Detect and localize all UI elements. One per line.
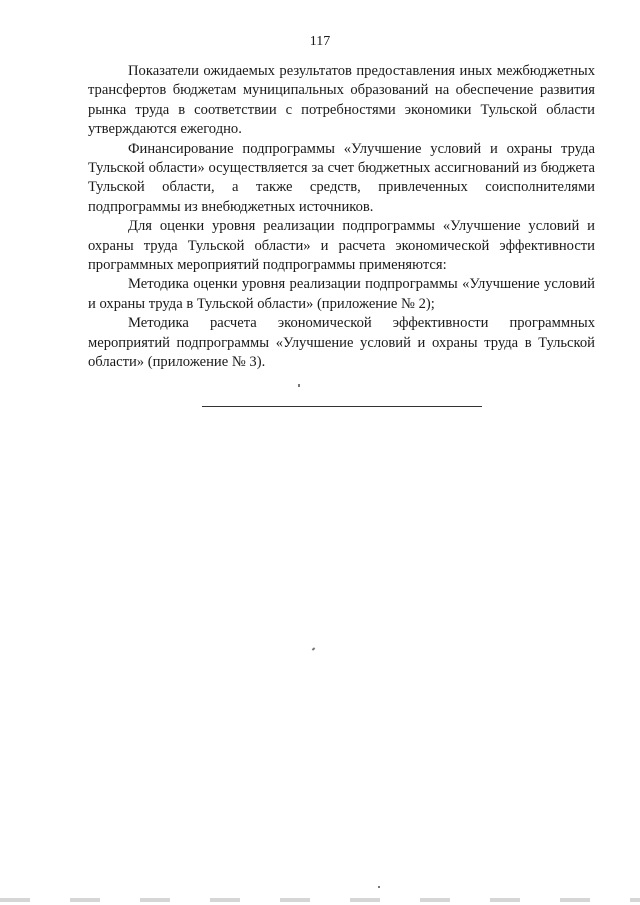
- page-number: 117: [309, 34, 331, 49]
- end-separator-line: [202, 406, 482, 407]
- paragraph: Методика оценки уровня реализации подпрограммы «Улучшение условий и охраны труда в Тульской области» (приложение № 2);: [88, 276, 595, 312]
- paragraph: Финансирование подпрограммы «Улучшение условий и охраны труда Тульской области» осуществляется за счет бюджетных ассигнований из бюджета Тульской области, а также средств, привлеченных соисполнителями подпрограммы из внебюджетных источников.: [88, 140, 595, 215]
- scan-speck: [312, 647, 316, 650]
- scan-edge-artifact: [0, 898, 640, 902]
- scan-speck: [378, 886, 380, 888]
- paragraph: Методика расчета экономической эффективности программных мероприятий подпрограммы «Улучшение условий и охраны труда в Тульской области» (приложение № 3).: [88, 315, 595, 371]
- paragraph: Для оценки уровня реализации подпрограммы «Улучшение условий и охраны труда Тульской области» и расчета экономической эффективности программных мероприятий подпрограммы применяются:: [88, 218, 595, 274]
- paragraph: Показатели ожидаемых результатов предоставления иных межбюджетных трансфертов бюджетам муниципальных образований на обеспечение развития рынка труда в соответствии с потребностями экономики Тульской области утверждаются ежегодно.: [88, 63, 595, 138]
- scan-speck: [298, 384, 300, 387]
- document-body: [88, 62, 595, 373]
